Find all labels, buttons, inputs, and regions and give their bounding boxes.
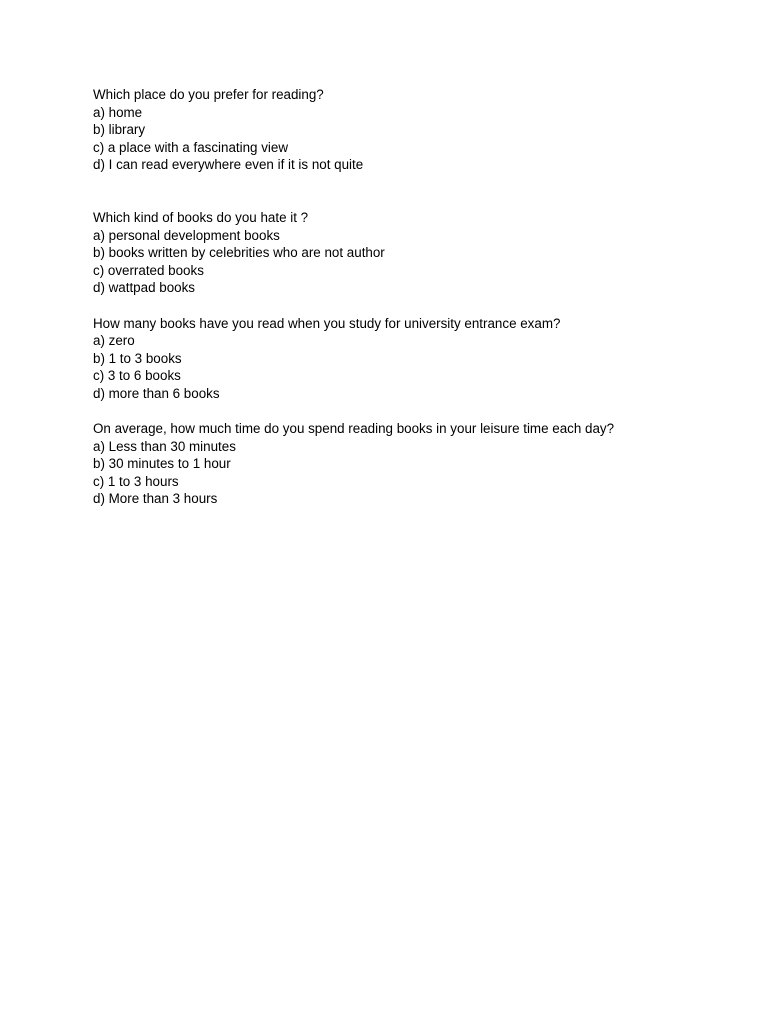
question-block-reading-place: [93, 86, 733, 174]
answer-option: c) 3 to 6 books: [93, 368, 181, 384]
question-block-books-during-exam: [93, 315, 733, 403]
question-text: Which place do you prefer for reading?: [93, 87, 324, 102]
answer-option: d) I can read everywhere even if it is not quite: [93, 157, 364, 173]
answer-option: a) personal development books: [93, 227, 280, 243]
answer-option: a) zero: [93, 333, 135, 349]
answer-option: b) 1 to 3 books: [93, 350, 182, 366]
question-text: Which kind of books do you hate it ?: [93, 209, 309, 225]
questionnaire: [93, 86, 733, 508]
question-text: On average, how much time do you spend reading books in your leisure time each day?: [93, 421, 615, 437]
answer-option: c) a place with a fascinating view: [93, 139, 289, 155]
question-text: How many books have you read when you study for university entrance exam?: [93, 315, 561, 331]
answer-option: b) library: [93, 122, 146, 138]
answer-option: c) 1 to 3 hours: [93, 473, 179, 489]
question-block-daily-reading-time: [93, 420, 733, 508]
answer-option: a) Less than 30 minutes: [93, 438, 236, 454]
answer-option: a) home: [93, 104, 143, 120]
question-block-disliked-books: [93, 209, 733, 297]
answer-option: c) overrated books: [93, 262, 204, 278]
answer-option: d) more than 6 books: [93, 385, 220, 401]
answer-option: b) 30 minutes to 1 hour: [93, 456, 231, 472]
answer-option: d) wattpad books: [93, 280, 195, 296]
answer-option: b) books written by celebrities who are not author: [93, 245, 385, 261]
answer-option: d) More than 3 hours: [93, 491, 218, 507]
